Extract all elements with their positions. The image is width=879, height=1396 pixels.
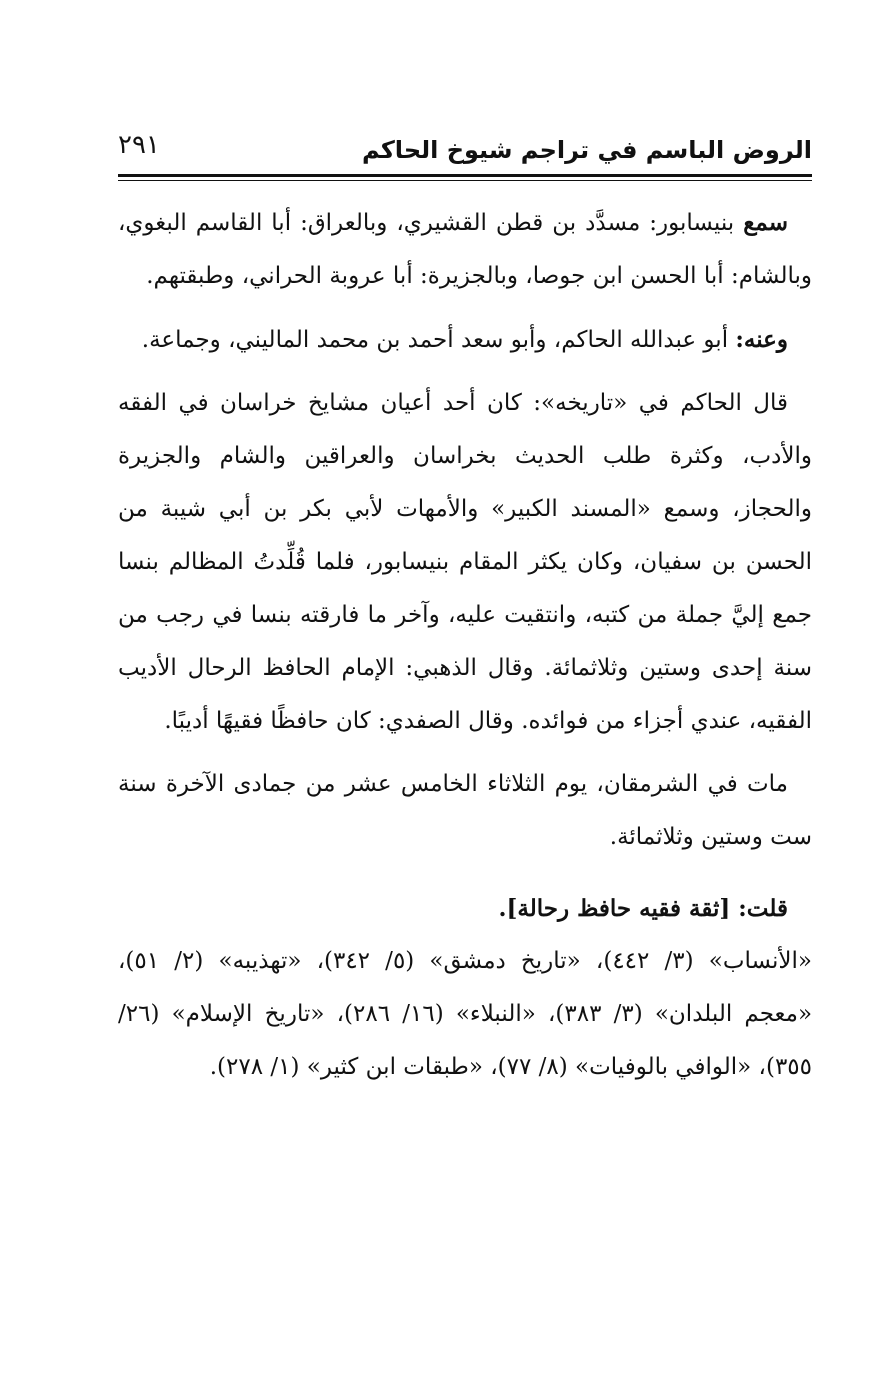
page-header bbox=[118, 126, 812, 174]
students-lead: وعنه: bbox=[735, 326, 788, 353]
entry-body bbox=[118, 196, 812, 1094]
header-rule-thin bbox=[118, 180, 812, 181]
sources-paragraph: «الأنساب» (٣/ ٤٤٢)، «تاريخ دمشق» (٥/ ٣٤٢)، «تهذيبه» (٢/ ٥١)، «معجم البلدان» (٣/ ٣٨٣)، «النبلاء» (١٦/ ٢٨٦)، «تاريخ الإسلام» (٢٦/ ٣٥٥)، «الوافي بالوفيات» (٨/ ٧٧)، «طبقات ابن كثير» (١/ ٢٧٨). bbox=[118, 948, 813, 1080]
page-number: ٢٩١ bbox=[118, 130, 160, 160]
quotes-paragraph: قال الحاكم في «تاريخه»: كان أحد أعيان مشايخ خراسان في الفقه والأدب، وكثرة طلب الحديث بخراسان والعراقين والشام والجزيرة والحجاز، وسمع «المسند الكبير» والأمهات لأبي بكر بن أبي شيبة من الحسن بن سفيان، وكان يكثر المقام بنيسابور، فلما قُلِّدتُ المظالم بنسا جمع إليَّ جملة من كتبه، وانتقيت عليه، وآخر ما فارقته بنسا في رجب من سنة إحدى وستين وثلاثمائة. وقال الذهبي: الإمام الحافظ الرحال الأديب الفقيه، عندي أجزاء من فوائده. وقال الصفدي: كان حافظًا فقيهًا أديبًا. bbox=[118, 390, 812, 734]
students-text: أبو عبدالله الحاكم، وأبو سعد أحمد بن محمد الماليني، وجماعة. bbox=[141, 327, 736, 353]
teachers-lead: سمع bbox=[743, 209, 788, 236]
teachers-text: بنيسابور: مسدَّد بن قطن القشيري، وبالعراق: أبا القاسم البغوي، وبالشام: أبا الحسن ابن جوصا، وبالجزيرة: أبا عروبة الحراني، وطبقتهم. bbox=[118, 210, 812, 289]
students-paragraph bbox=[118, 313, 812, 367]
death-paragraph: مات في الشرمقان، يوم الثلاثاء الخامس عشر من جمادى الآخرة سنة ست وستين وثلاثمائة. bbox=[118, 771, 812, 850]
header-rule-thick bbox=[118, 174, 812, 177]
verdict-paragraph: قلت: [ثقة فقيه حافظ رحالة]. bbox=[498, 895, 788, 922]
running-title: الروض الباسم في تراجم شيوخ الحاكم bbox=[362, 136, 812, 164]
teachers-paragraph bbox=[118, 196, 812, 303]
